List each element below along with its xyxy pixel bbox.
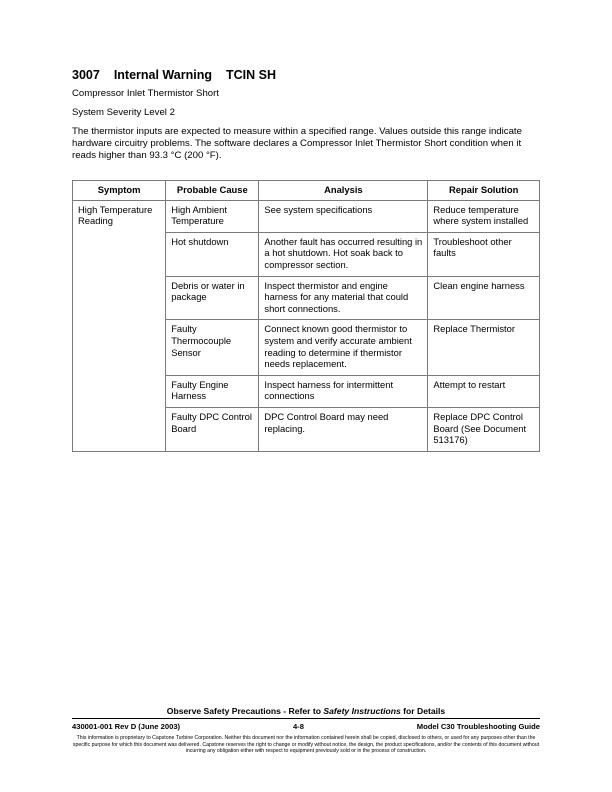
table-header-row [73,181,540,201]
guide-title: Model C30 Troubleshooting Guide [416,722,540,731]
solution-cell: Clean engine harness [428,276,540,320]
cause-cell: Faulty DPC Control Board [166,407,259,451]
solution-cell: Replace DPC Control Board (See Document 513176) [428,407,540,451]
header-symptom: Symptom [73,181,166,201]
analysis-cell: DPC Control Board may need replacing. [259,407,428,451]
page-number: 4-8 [292,722,304,731]
cause-cell: Debris or water in package [166,276,259,320]
fault-code: 3007 [72,68,100,82]
document-id: 430001-001 Rev D (June 2003) [72,722,181,731]
page-content [72,68,540,452]
analysis-cell: Another fault has occurred resulting in a hot shutdown. Hot soak back to compressor section. [259,232,428,276]
cause-cell: Hot shutdown [166,232,259,276]
solution-cell: Attempt to restart [428,375,540,407]
safety-note-emphasis: Safety Instructions [323,706,401,716]
fault-type: Internal Warning [113,68,212,82]
cause-cell: Faulty Engine Harness [166,375,259,407]
fault-description: The thermistor inputs are expected to measure within a specified range. Values outside this range indicate hardware circuitry problems. The software declares a Compressor Inlet Thermistor Short condition when it reads higher than 93.3 °C (200 °F). [72,126,522,161]
solution-cell: Troubleshoot other faults [428,232,540,276]
fault-heading [72,68,540,82]
analysis-cell: Connect known good thermistor to system and verify accurate ambient reading to determine if thermistor needs replacement. [259,320,428,375]
troubleshooting-table [72,180,540,452]
table-row [73,200,540,232]
analysis-cell: Inspect thermistor and engine harness for any material that could short connections. [259,276,428,320]
symptom-cell: High Temperature Reading [73,200,166,451]
footer-divider [72,718,540,719]
legal-notice: This information is proprietary to Capstone Turbine Corporation. Neither this document nor the information contained herein shall be copied, disclosed to others, or used for any purposes other than the specific purpose for which this document was delivered. Capstone reserves the right to change or modify without notice, the design, the product specifications, and/or the contents of this document without incurring any obligation either with respect to equipment previously sold or in the process of construction. [72,735,540,755]
solution-cell: Replace Thermistor [428,320,540,375]
safety-note-prefix: Observe Safety Precautions - Refer to [166,706,324,716]
solution-cell: Reduce temperature where system installed [428,200,540,232]
safety-note-suffix: for Details [400,706,446,716]
fault-subtitle: Compressor Inlet Thermistor Short [72,88,219,99]
header-probable-cause: Probable Cause [166,181,259,201]
header-analysis: Analysis [259,181,428,201]
severity-level: System Severity Level 2 [72,107,175,118]
header-repair-solution: Repair Solution [428,181,540,201]
cause-cell: Faulty Thermocouple Sensor [166,320,259,375]
analysis-cell: Inspect harness for intermittent connections [259,375,428,407]
footer-line [72,722,540,731]
cause-cell: High Ambient Temperature [166,200,259,232]
safety-note [72,706,540,716]
analysis-cell: See system specifications [259,200,428,232]
fault-tag: TCIN SH [225,68,276,82]
